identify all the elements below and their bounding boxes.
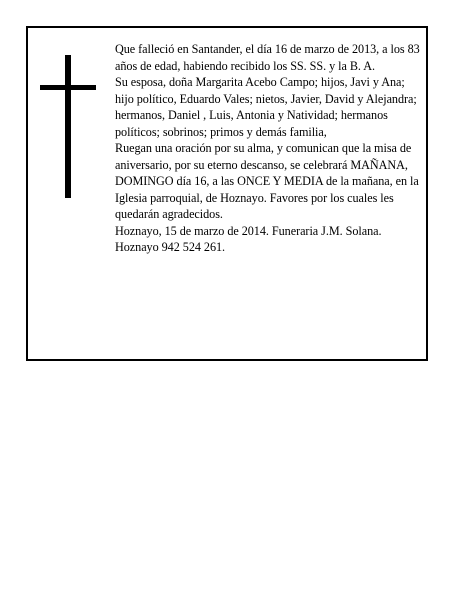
obituary-notice [26, 26, 428, 361]
cross-horizontal-bar [40, 85, 96, 90]
notice-body [115, 41, 421, 256]
notice-paragraph-death: Que falleció en Santander, el día 16 de marzo de 2013, a los 83 años de edad, habiendo recibido los SS. SS. y la B. A. [115, 42, 420, 73]
notice-paragraph-mass: Ruegan una oración por su alma, y comunican que la misa de aniversario, por su eterno descanso, se celebrará MAÑANA, DOMINGO día 16, a las ONCE Y MEDIA de la mañana, en la Iglesia parroquial, de Hoznayo. Favores por los cuales les quedarán agradecidos. [115, 141, 419, 221]
notice-paragraph-signature: Hoznayo, 15 de marzo de 2014. Funeraria J.M. Solana. Hoznayo 942 524 261. [115, 223, 382, 254]
cross-vertical-bar [65, 55, 71, 198]
latin-cross-icon [40, 55, 96, 198]
notice-paragraph-family: Su esposa, doña Margarita Acebo Campo; hijos, Javi y Ana; hijo político, Eduardo Vales; nietos, Javier, David y Alejandra; hermanos, Daniel , Luis, Antonia y Natividad; hermanos políticos; sobrinos; primos y demás familia, [115, 75, 417, 139]
